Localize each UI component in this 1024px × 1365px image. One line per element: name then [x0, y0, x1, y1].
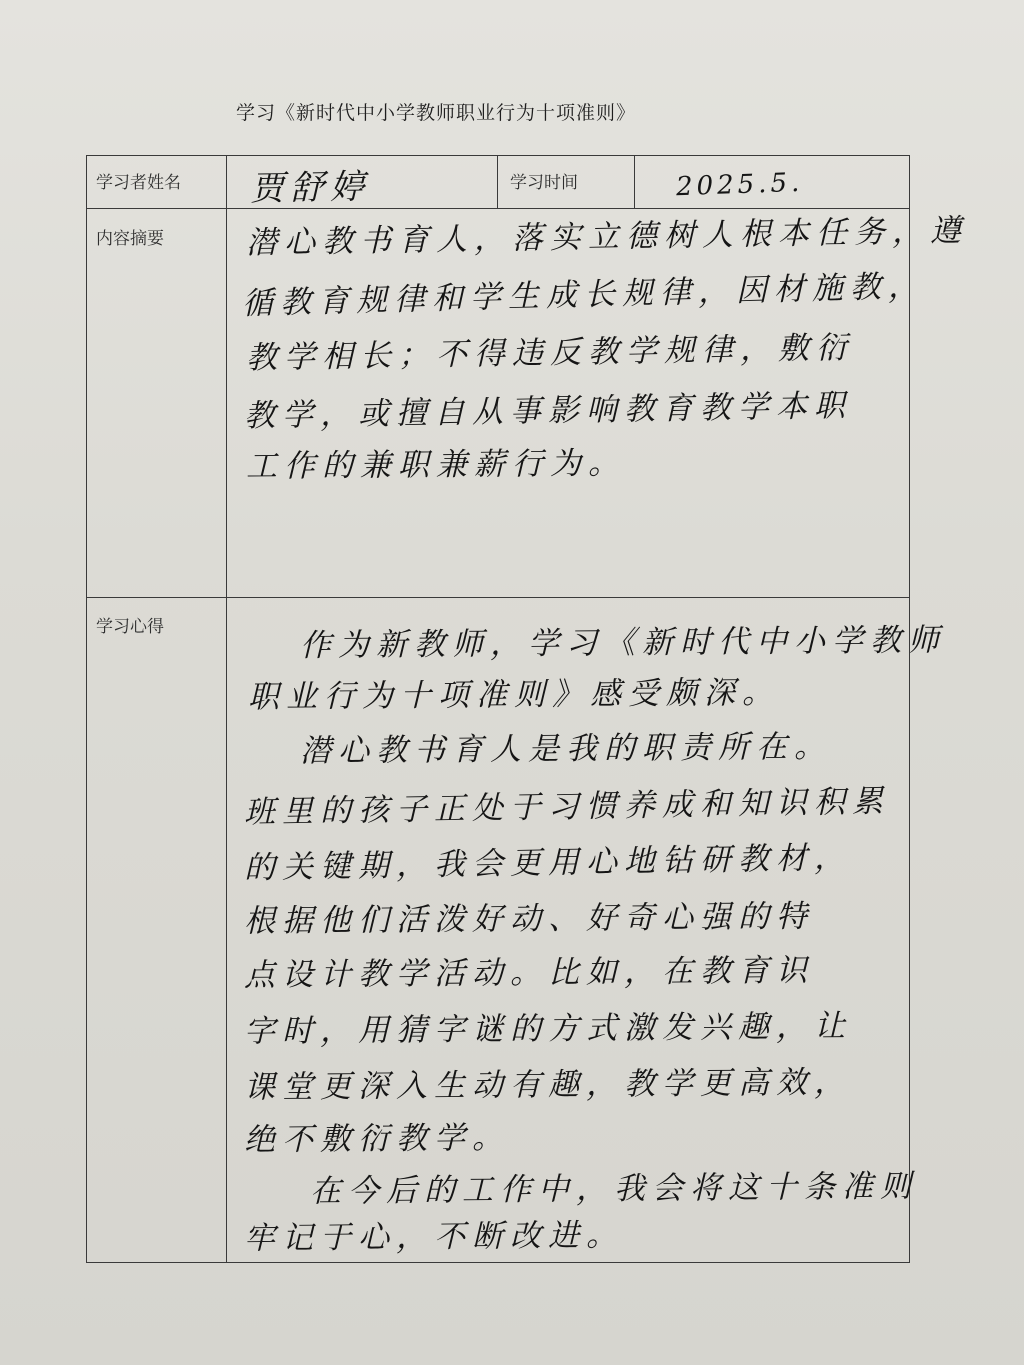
column-divider-time-value: [634, 155, 635, 208]
reflection-line: 课堂更深入生动有趣，教学更高效，: [243, 1064, 853, 1106]
reflection-line: 牢记于心，不断改进。: [243, 1217, 625, 1257]
reflection-line: 作为新教师，学习《新时代中小学教师: [299, 622, 947, 664]
reflection-label: 学习心得: [96, 617, 164, 637]
summary-line: 教学相长；不得违反教学规律，敷衍: [245, 329, 855, 377]
reflection-line: 职业行为十项准则》感受颇深。: [247, 674, 781, 716]
summary-line: 循教育规律和学生成长规律，因材施教，: [241, 268, 927, 322]
time-label: 学习时间: [510, 173, 578, 193]
time-value: 2025.5.: [675, 167, 804, 203]
reflection-line: 潜心教书育人是我的职责所在。: [299, 728, 833, 770]
reflection-line: 根据他们活泼好动、好奇心强的特: [243, 898, 815, 940]
column-divider-time-label: [497, 155, 498, 208]
name-value: 贾舒婷: [249, 166, 371, 210]
reflection-line: 点设计教学活动。比如，在教育识: [243, 952, 815, 994]
reflection-line: 在今后的工作中，我会将这十条准则: [309, 1168, 919, 1210]
reflection-line: 绝不敷衍教学。: [243, 1119, 511, 1159]
column-divider-labels: [226, 155, 227, 1263]
summary-label: 内容摘要: [96, 229, 164, 249]
row-divider-summary: [86, 597, 910, 598]
summary-line: 工作的兼职兼薪行为。: [245, 445, 627, 485]
name-label: 学习者姓名: [96, 173, 181, 193]
reflection-line: 字时，用猜字谜的方式激发兴趣，让: [243, 1008, 853, 1050]
document-title: 学习《新时代中小学教师职业行为十项准则》: [236, 102, 637, 124]
row-divider-header: [86, 208, 910, 209]
summary-line: 潜心教书育人，落实立德树人根本任务，遵: [245, 212, 969, 262]
reflection-line: 班里的孩子正处于习惯养成和知识积累: [243, 783, 891, 831]
summary-line: 教学，或擅自从事影响教育教学本职: [243, 387, 853, 435]
reflection-line: 的关键期，我会更用心地钻研教材，: [243, 839, 853, 887]
